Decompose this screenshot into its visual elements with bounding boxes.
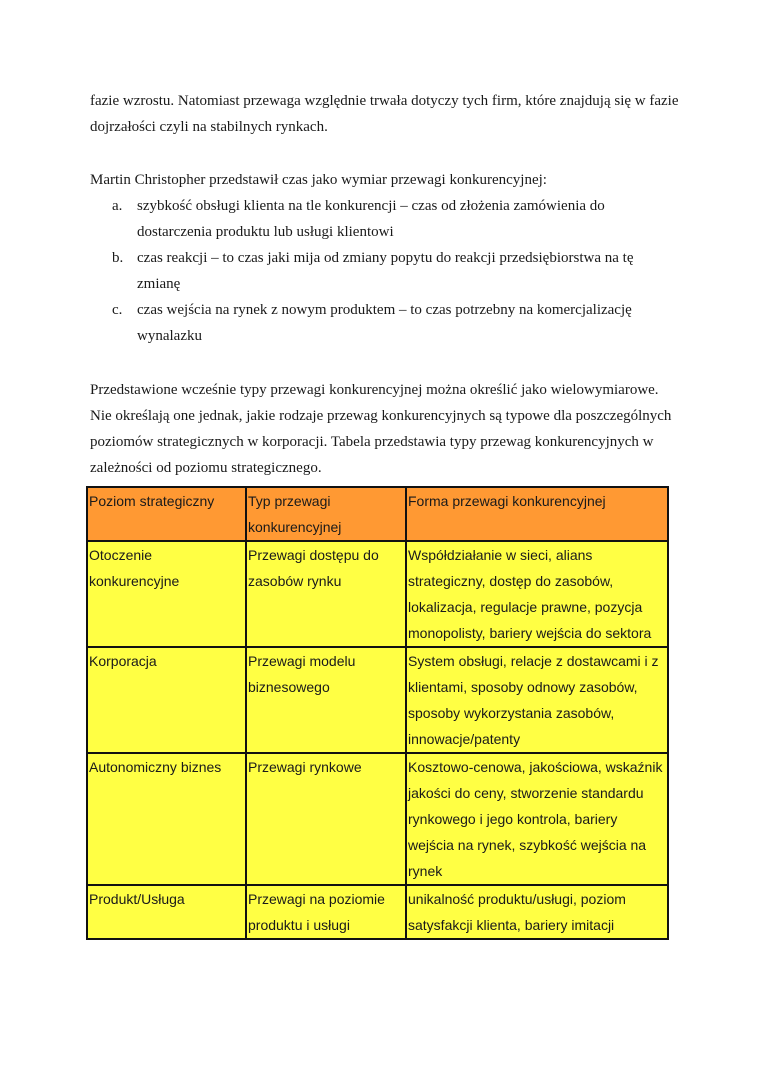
list-item-text: czas wejścia na rynek z nowym produktem – to czas potrzebny na komercjalizację wynalazku: [137, 302, 632, 344]
table-cell: Korporacja: [87, 647, 246, 753]
list-marker: b.: [112, 250, 124, 266]
table-cell: unikalność produktu/usługi, poziom satysfakcji klienta, bariery imitacji: [406, 885, 668, 939]
list-item: [90, 193, 680, 245]
table-row: [87, 753, 668, 885]
table-row: [87, 647, 668, 753]
table-cell: Produkt/Usługa: [87, 885, 246, 939]
header-advantage-form: Forma przewagi konkurencyjnej: [406, 487, 668, 541]
paragraph-growth-phase: fazie wzrostu. Natomiast przewaga względnie trwała dotyczy tych firm, które znajdują się w fazie dojrzałości czyli na stabilnych rynkach.: [90, 93, 679, 135]
table-cell: Otoczenie konkurencyjne: [87, 541, 246, 647]
header-strategic-level: Poziom strategiczny: [87, 487, 246, 541]
list-item-text: szybkość obsługi klienta na tle konkurencji – czas od złożenia zamówienia do dostarczenia produktu lub usługi klientowi: [137, 198, 605, 240]
list-item: [90, 245, 680, 297]
list-marker: a.: [112, 198, 123, 214]
paragraph-multidimensional: Przedstawione wcześnie typy przewagi konkurencyjnej można określić jako wielowymiarowe. Nie określają one jednak, jakie rodzaje przewag konkurencyjnych są typowe dla poszczególnych poziomów strategicznych w korporacji. Tabela przedstawia typy przewag konkurencyjnych w zależności od poziomu strategicznego.: [90, 382, 672, 476]
table-row: [87, 541, 668, 647]
advantage-table: [86, 486, 669, 940]
list-marker: c.: [112, 302, 123, 318]
table-header-row: [87, 487, 668, 541]
table-row: [87, 885, 668, 939]
time-dimension-list: [90, 193, 680, 349]
table-cell: System obsługi, relacje z dostawcami i z klientami, sposoby odnowy zasobów, sposoby wykorzystania zasobów, innowacje/patenty: [406, 647, 668, 753]
table-cell: Przewagi dostępu do zasobów rynku: [246, 541, 406, 647]
table-cell: Autonomiczny biznes: [87, 753, 246, 885]
list-item-text: czas reakcji – to czas jaki mija od zmiany popytu do reakcji przedsiębiorstwa na tę zmianę: [137, 250, 634, 292]
list-item: [90, 297, 680, 349]
table-cell: Kosztowo-cenowa, jakościowa, wskaźnik jakości do ceny, stworzenie standardu rynkowego i jego kontrola, bariery wejścia na rynek, szybkość wejścia na rynek: [406, 753, 668, 885]
header-advantage-type: Typ przewagi konkurencyjnej: [246, 487, 406, 541]
table-cell: Współdziałanie w sieci, alians strategiczny, dostęp do zasobów, lokalizacja, regulacje prawne, pozycja monopolisty, bariery wejścia do sektora: [406, 541, 668, 647]
paragraph-christopher-intro: Martin Christopher przedstawił czas jako wymiar przewagi konkurencyjnej:: [90, 172, 547, 188]
table-cell: Przewagi na poziomie produktu i usługi: [246, 885, 406, 939]
table-cell: Przewagi modelu biznesowego: [246, 647, 406, 753]
table-cell: Przewagi rynkowe: [246, 753, 406, 885]
